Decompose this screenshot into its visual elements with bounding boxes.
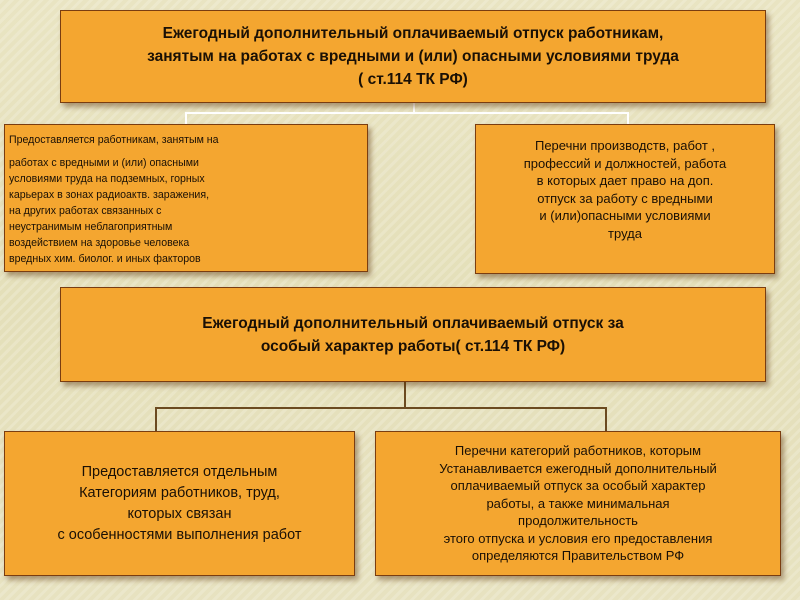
middle-box-line-1: Ежегодный дополнительный оплачиваемый отпуск за xyxy=(202,314,624,332)
top-box-line-1: Ежегодный дополнительный оплачиваемый отпуск работникам, xyxy=(162,25,664,42)
left-box-1-line-6: неустранимым неблагоприятным xyxy=(9,221,173,233)
right-box-1-line-4: отпуск за работу с вредными xyxy=(537,190,713,206)
box-harmful-conditions-eligibility xyxy=(4,124,368,272)
left-box-2-line-4: с особенностями выполнения работ xyxy=(57,526,302,543)
left-box-2-line-3: которых связан xyxy=(127,505,232,522)
left-box-1-line-1: Предоставляется работникам, занятым на xyxy=(9,134,219,146)
left-box-1-line-7: воздействием на здоровье человека xyxy=(9,237,190,249)
box-special-nature-leave xyxy=(60,287,766,382)
connector-right-top xyxy=(627,112,629,124)
left-box-2-line-2: Категориям работников, труд, xyxy=(79,484,280,501)
left-box-1-line-8: вредных хим. биолог. и иных факторов xyxy=(9,253,201,265)
box-harmful-conditions-lists xyxy=(475,124,775,274)
right-box-2-line-6: этого отпуска и условия его предоставления xyxy=(443,530,713,546)
box-special-nature-eligibility xyxy=(4,431,355,576)
connector-left-bottom xyxy=(155,407,157,431)
right-box-1-line-6: труда xyxy=(608,225,642,241)
right-box-1-line-3: в которых дает право на доп. xyxy=(536,173,714,188)
left-box-2-line-1: Предоставляется отдельным xyxy=(81,463,278,480)
connector-vertical-bottom xyxy=(404,382,406,408)
top-box-line-3: ( ст.114 ТК РФ) xyxy=(358,71,468,88)
connector-horizontal-top xyxy=(185,112,629,114)
connector-left-top xyxy=(185,112,187,124)
top-box-line-2: занятым на работах с вредными и (или) опасными условиями труда xyxy=(147,48,679,65)
right-box-2-line-3: оплачиваемый отпуск за особый характер xyxy=(450,478,706,494)
box-special-nature-lists xyxy=(375,431,781,576)
right-box-2-line-1: Перечни категорий работников, которым xyxy=(454,443,702,459)
left-box-1-line-3: условиями труда на подземных, горных xyxy=(9,173,205,185)
right-box-2-line-5: продолжительность xyxy=(518,513,638,529)
right-box-1-line-1: Перечни производств, работ , xyxy=(534,138,716,153)
left-box-1-line-4: карьерах в зонах радиоактв. заражения, xyxy=(9,189,210,201)
right-box-2-line-7: определяются Правительством РФ xyxy=(471,548,685,564)
right-box-1-line-5: и (или)опасными условиями xyxy=(539,208,711,223)
box-harmful-conditions-leave xyxy=(60,10,766,103)
right-box-2-line-4: работы, а также минимальная xyxy=(486,495,670,511)
left-box-1-line-5: на других работах связанных с xyxy=(9,205,162,217)
connector-right-bottom xyxy=(605,407,607,431)
middle-box-line-2: особый характер работы( ст.114 ТК РФ) xyxy=(260,337,566,355)
left-box-1-line-2: работах с вредными и (или) опасными xyxy=(9,157,199,169)
right-box-1-line-2: профессий и должностей, работа xyxy=(523,155,727,171)
connector-horizontal-bottom xyxy=(155,407,607,409)
right-box-2-line-2: Устанавливается ежегодный дополнительный xyxy=(439,460,717,476)
